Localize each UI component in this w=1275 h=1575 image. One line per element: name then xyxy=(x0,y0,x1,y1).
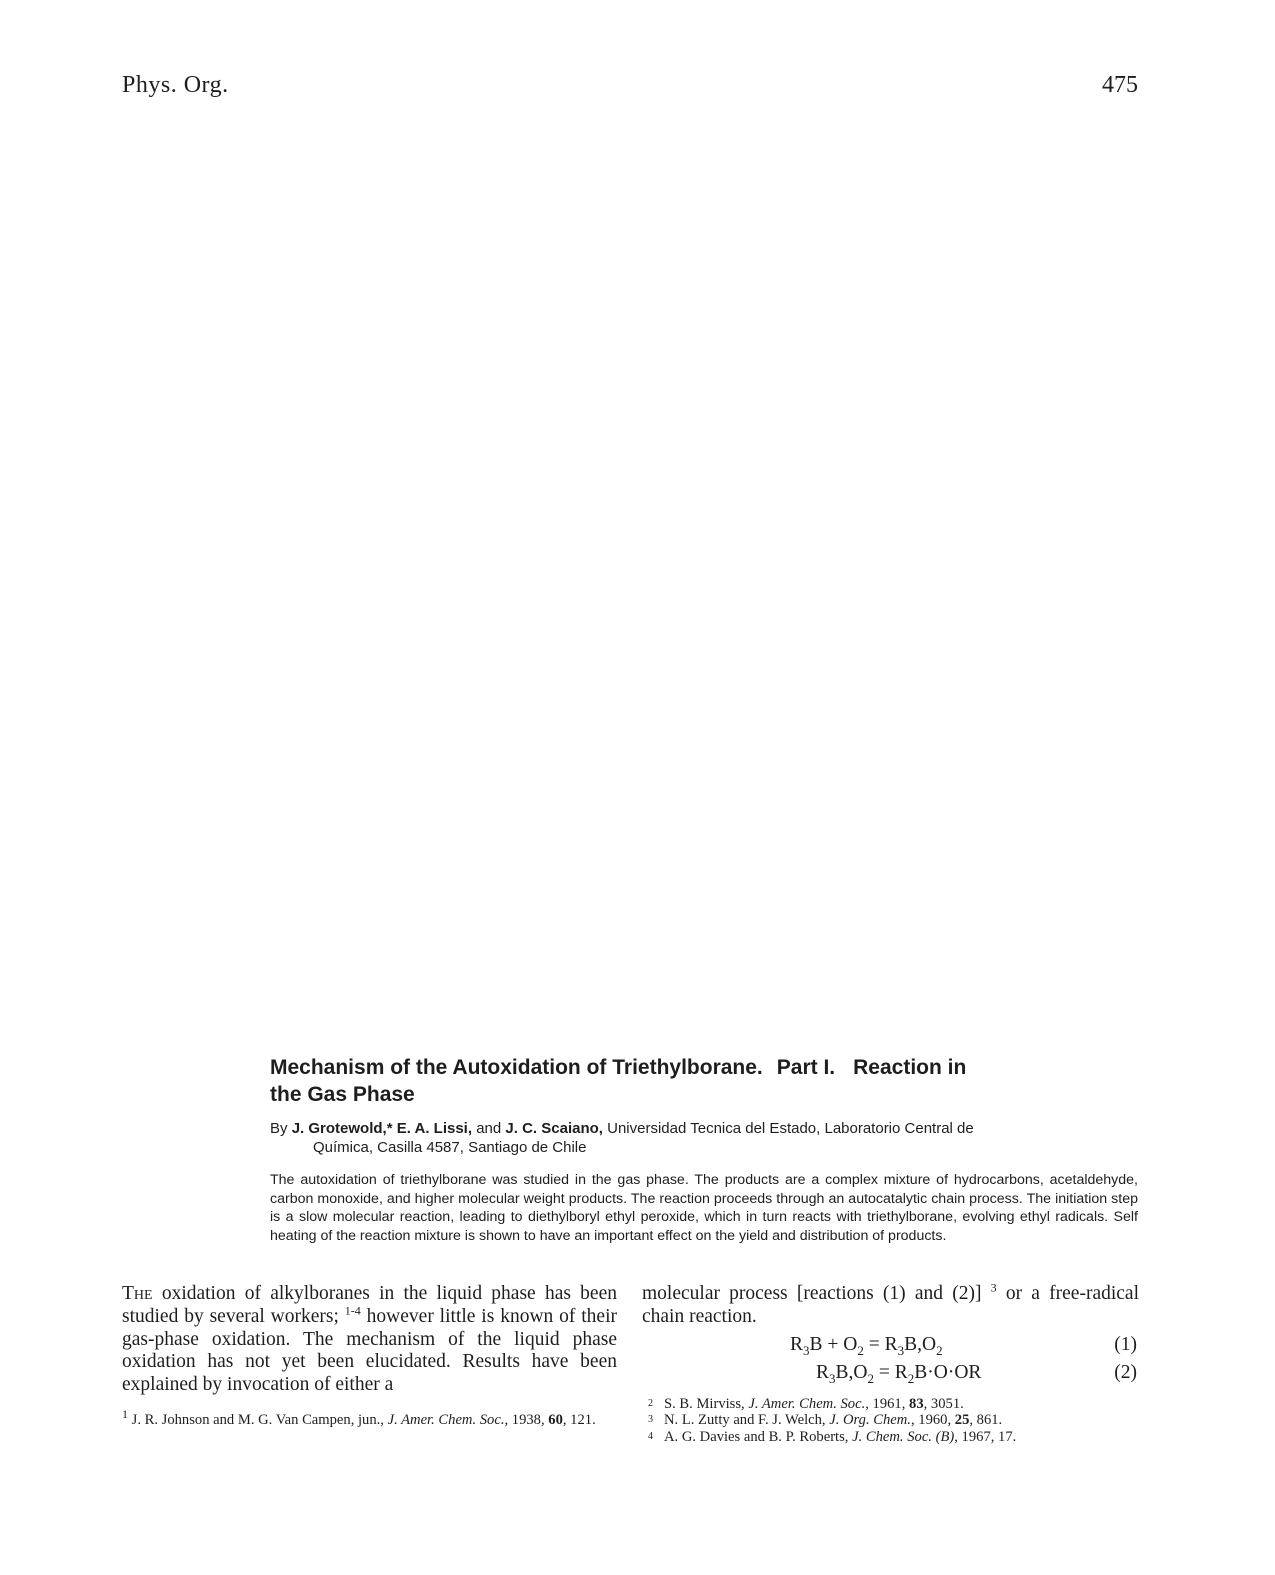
body-left-text-a: oxidation of alkylboranes in the liquid phase has been studied by several workers; xyxy=(122,1283,617,1327)
footnote-3-journal: J. Org. Chem. xyxy=(829,1412,911,1429)
equation-1: $R_3B + O_2 = R_3B,O_2$ xyxy=(790,1334,943,1358)
equation-2: $R_3B,O_2 = R_2B\cdot O\cdot OR$ xyxy=(816,1362,982,1386)
footnote-1-page: , 121. xyxy=(562,1412,596,1428)
title-main: Mechanism of the Autoxidation of Triethylborane. xyxy=(270,1056,763,1079)
footnote-3-page: , 861. xyxy=(969,1412,1003,1429)
by-label: By xyxy=(270,1120,288,1137)
equation-1-number: (1) xyxy=(1114,1334,1137,1355)
affiliation-line-2: Química, Casilla 4587, Santiago de Chile xyxy=(313,1139,587,1156)
title-sub-2: the Gas Phase xyxy=(270,1083,415,1106)
title-part: Part I. xyxy=(776,1056,836,1079)
citation-3: 3 xyxy=(990,1280,997,1295)
and-label: and xyxy=(476,1120,502,1137)
abstract: The autoxidation of triethylborane was studied in the gas phase. The products are a complex mixture of hydrocarbons, acetaldehyde, carbon monoxide, and higher molecular weight products. The reaction proceeds through an autocatalytic chain process. The initiation step is a slow molecular reaction, leading to diethylboryl ethyl peroxide, which in turn reacts with triethylborane, evolving ethyl radicals. Self heating of the reaction mixture is shown to have an important effect on the yield and distribution of products. xyxy=(270,1172,1138,1244)
footnote-3-number: 3 xyxy=(648,1414,653,1426)
footnote-1-year: , 1938, xyxy=(504,1412,545,1428)
drop-word: The xyxy=(122,1283,153,1304)
page-number: 475 xyxy=(1102,72,1138,98)
footnote-3-year: , 1960, xyxy=(910,1412,952,1429)
equation-2-number: (2) xyxy=(1114,1362,1137,1383)
footnote-4-number: 4 xyxy=(648,1430,653,1442)
title-sub-1: Reaction in xyxy=(853,1056,967,1079)
footnote-1-number: 1 xyxy=(122,1407,128,1422)
footnote-2-page: , 3051. xyxy=(923,1396,964,1412)
footnote-3-authors: N. L. Zutty and F. J. Welch, xyxy=(664,1412,826,1429)
footnote-4-authors: A. G. Davies and B. P. Roberts, xyxy=(664,1428,849,1445)
footnote-2-number: 2 xyxy=(648,1398,653,1409)
footnote-3 xyxy=(648,1412,1140,1429)
footnotes-right xyxy=(648,1396,1140,1445)
affiliation-line-1: Universidad Tecnica del Estado, Laboratorio Central de xyxy=(607,1120,974,1137)
byline xyxy=(270,1119,1138,1157)
author-scaiano: J. C. Scaiano, xyxy=(505,1120,603,1137)
body-left-text-b: however little is known of their gas-phase oxidation. The mechanism of the liquid phase oxidation has not yet been elucidated. Results have been explained by invocation of either a xyxy=(122,1305,618,1396)
footnote-4 xyxy=(648,1428,1140,1445)
footnote-4-journal: J. Chem. Soc. xyxy=(852,1428,932,1445)
body-right-text-a: molecular process [reactions (1) and (2)] xyxy=(642,1283,982,1304)
footnote-2 xyxy=(648,1396,1140,1412)
body-left-column xyxy=(122,1283,617,1397)
footnote-1 xyxy=(122,1407,617,1429)
footnote-1-volume: 60 xyxy=(548,1412,563,1428)
footnote-2-year: , 1961, xyxy=(865,1396,906,1412)
author-lissi: E. A. Lissi, xyxy=(396,1120,473,1137)
running-head: Phys. Org. xyxy=(122,72,229,98)
footnote-2-authors: S. B. Mirviss, xyxy=(664,1396,745,1412)
body-right-text-b: or a free-radical chain reaction. xyxy=(642,1283,1139,1327)
article-title xyxy=(270,1054,1138,1108)
footnote-4-series: (B) xyxy=(935,1428,955,1445)
author-grotewold: J. Grotewold,* xyxy=(291,1120,393,1137)
footnote-2-journal: J. Amer. Chem. Soc. xyxy=(748,1396,866,1412)
footnote-1-journal: J. Amer. Chem. Soc. xyxy=(387,1412,505,1428)
footnote-4-rest: , 1967, 17. xyxy=(954,1428,1017,1445)
footnote-1-authors: J. R. Johnson and M. G. Van Campen, jun., xyxy=(131,1412,384,1428)
citation-1-4: 1-4 xyxy=(344,1303,361,1318)
body-right-column xyxy=(642,1280,1139,1329)
footnote-2-volume: 83 xyxy=(909,1396,924,1412)
footnote-3-volume: 25 xyxy=(954,1412,970,1429)
